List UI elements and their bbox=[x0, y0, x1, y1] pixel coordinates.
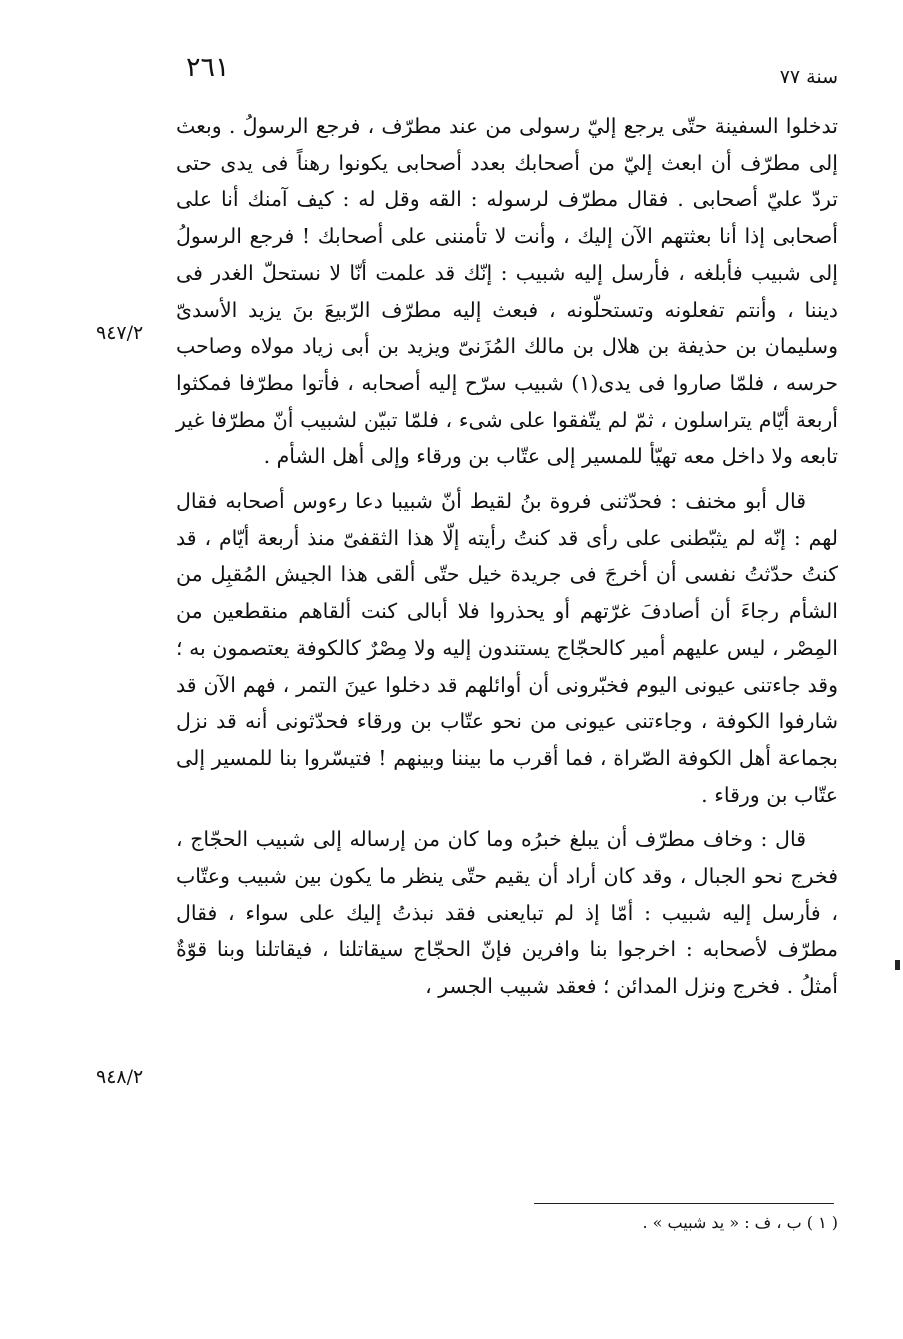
main-text bbox=[176, 108, 838, 1005]
page-edge-mark bbox=[895, 960, 900, 970]
year-label: سنة ٧٧ bbox=[779, 66, 838, 88]
page-header bbox=[176, 52, 838, 98]
footnote: ( ١ ) ب ، ف : « يد شبيب » . bbox=[642, 1213, 838, 1232]
paragraph-1: تدخلوا السفينة حتّى يرجع إليّ رسولى من عند مطرّف ، فرجع الرسولُ . وبعث إلى مطرّف أن ابعث إليّ من أصحابك بعدد أصحابى يكونوا رهناً فى يدى حتى تردّ عليّ أصحابى . فقال مطرّف لرسوله : القه وقل له : كيف آمنك أنا على أصحابى إذا أنا بعثتهم الآن إليك ، وأنت لا تأمننى على أصحابك ! فرجع الرسولُ إلى شبيب فأبلغه ، فأرسل إليه شبيب : إنّك قد علمت أنّا لا نستحلّ الغدر فى ديننا ، وأنتم تفعلونه وتستحلّونه ، فبعث إليه مطرّف الرّبيعَ بنَ يزيد الأسدىّ وسليمان بن حذيفة بن هلال بن مالك المُزَنىّ ويزيد بن أبى زياد مولاه وصاحب حرسه ، فلمّا صاروا فى يدى(١) شبيب سرّح إليه أصحابه ، فأتوا مطرّفا فمكثوا أربعة أيّام يتراسلون ، ثمّ لم يتّفقوا على شىء ، فلمّا تبيّن لشبيب أنّ مطرّفا غير تابعه ولا داخل معه تهيّأ للمسير إلى عتّاب بن ورقاء وإلى أهل الشأم . bbox=[176, 114, 838, 469]
footnote-divider bbox=[534, 1203, 834, 1204]
margin-reference: ٩٤٨/٢ bbox=[96, 1066, 144, 1088]
page-number: ٢٦١ bbox=[186, 52, 230, 83]
paragraph-3: قال : وخاف مطرّف أن يبلغ خبرُه وما كان من إرساله إلى شبيب الحجّاج ، فخرج نحو الجبال ، وقد كان أراد أن يقيم حتّى ينظر ما يكون بين شبيب وعتّاب ، فأرسل إليه شبيب : أمّا إذ لم تبايعنى فقد نبذتُ إليك على سواء ، فقال مطرّف لأصحابه : اخرجوا بنا وافرين فإنّ الحجّاج سيقاتلنا ، فيقاتلنا وبنا قوّةٌ أمثلُ . فخرج ونزل المدائن ؛ فعقد شبيب الجسر ، bbox=[176, 827, 838, 999]
paragraph-2: قال أبو مخنف : فحدّثنى فروة بنُ لقيط أنّ شبيبا دعا رءوس أصحابه فقال لهم : إنّه لم يثبّطنى على رأى قد كنتُ رأيته إلّا هذا الثقفىّ منذ أربعة أيّام ، قد كنتُ حدّثتُ نفسى أن أخرجَ فى جريدة خيل حتّى ألقى هذا الجيش المُقبِل من الشأم رجاءَ أن أصادفَ غرّتهم أو يحذروا فلا أبالى كنت ألقاهم منقطعين من المِصْر ، ليس عليهم أمير كالحجّاج يستندون إليه ولا مِصْرٌ كالكوفة يعتصمون به ؛ وقد جاءتنى عيونى اليوم فخبّرونى أن أوائلهم قد دخلوا عينَ التمر ، فهم الآن قد شارفوا الكوفة ، وجاءتنى عيونى من نحو عتّاب بن ورقاء فحدّثونى أنه قد نزل بجماعة أهل الكوفة الصّراة ، فما أقرب ما بيننا وبينهم ! فتيسّروا بنا للمسير إلى عتّاب بن ورقاء . bbox=[176, 489, 838, 807]
margin-reference: ٩٤٧/٢ bbox=[96, 322, 144, 344]
